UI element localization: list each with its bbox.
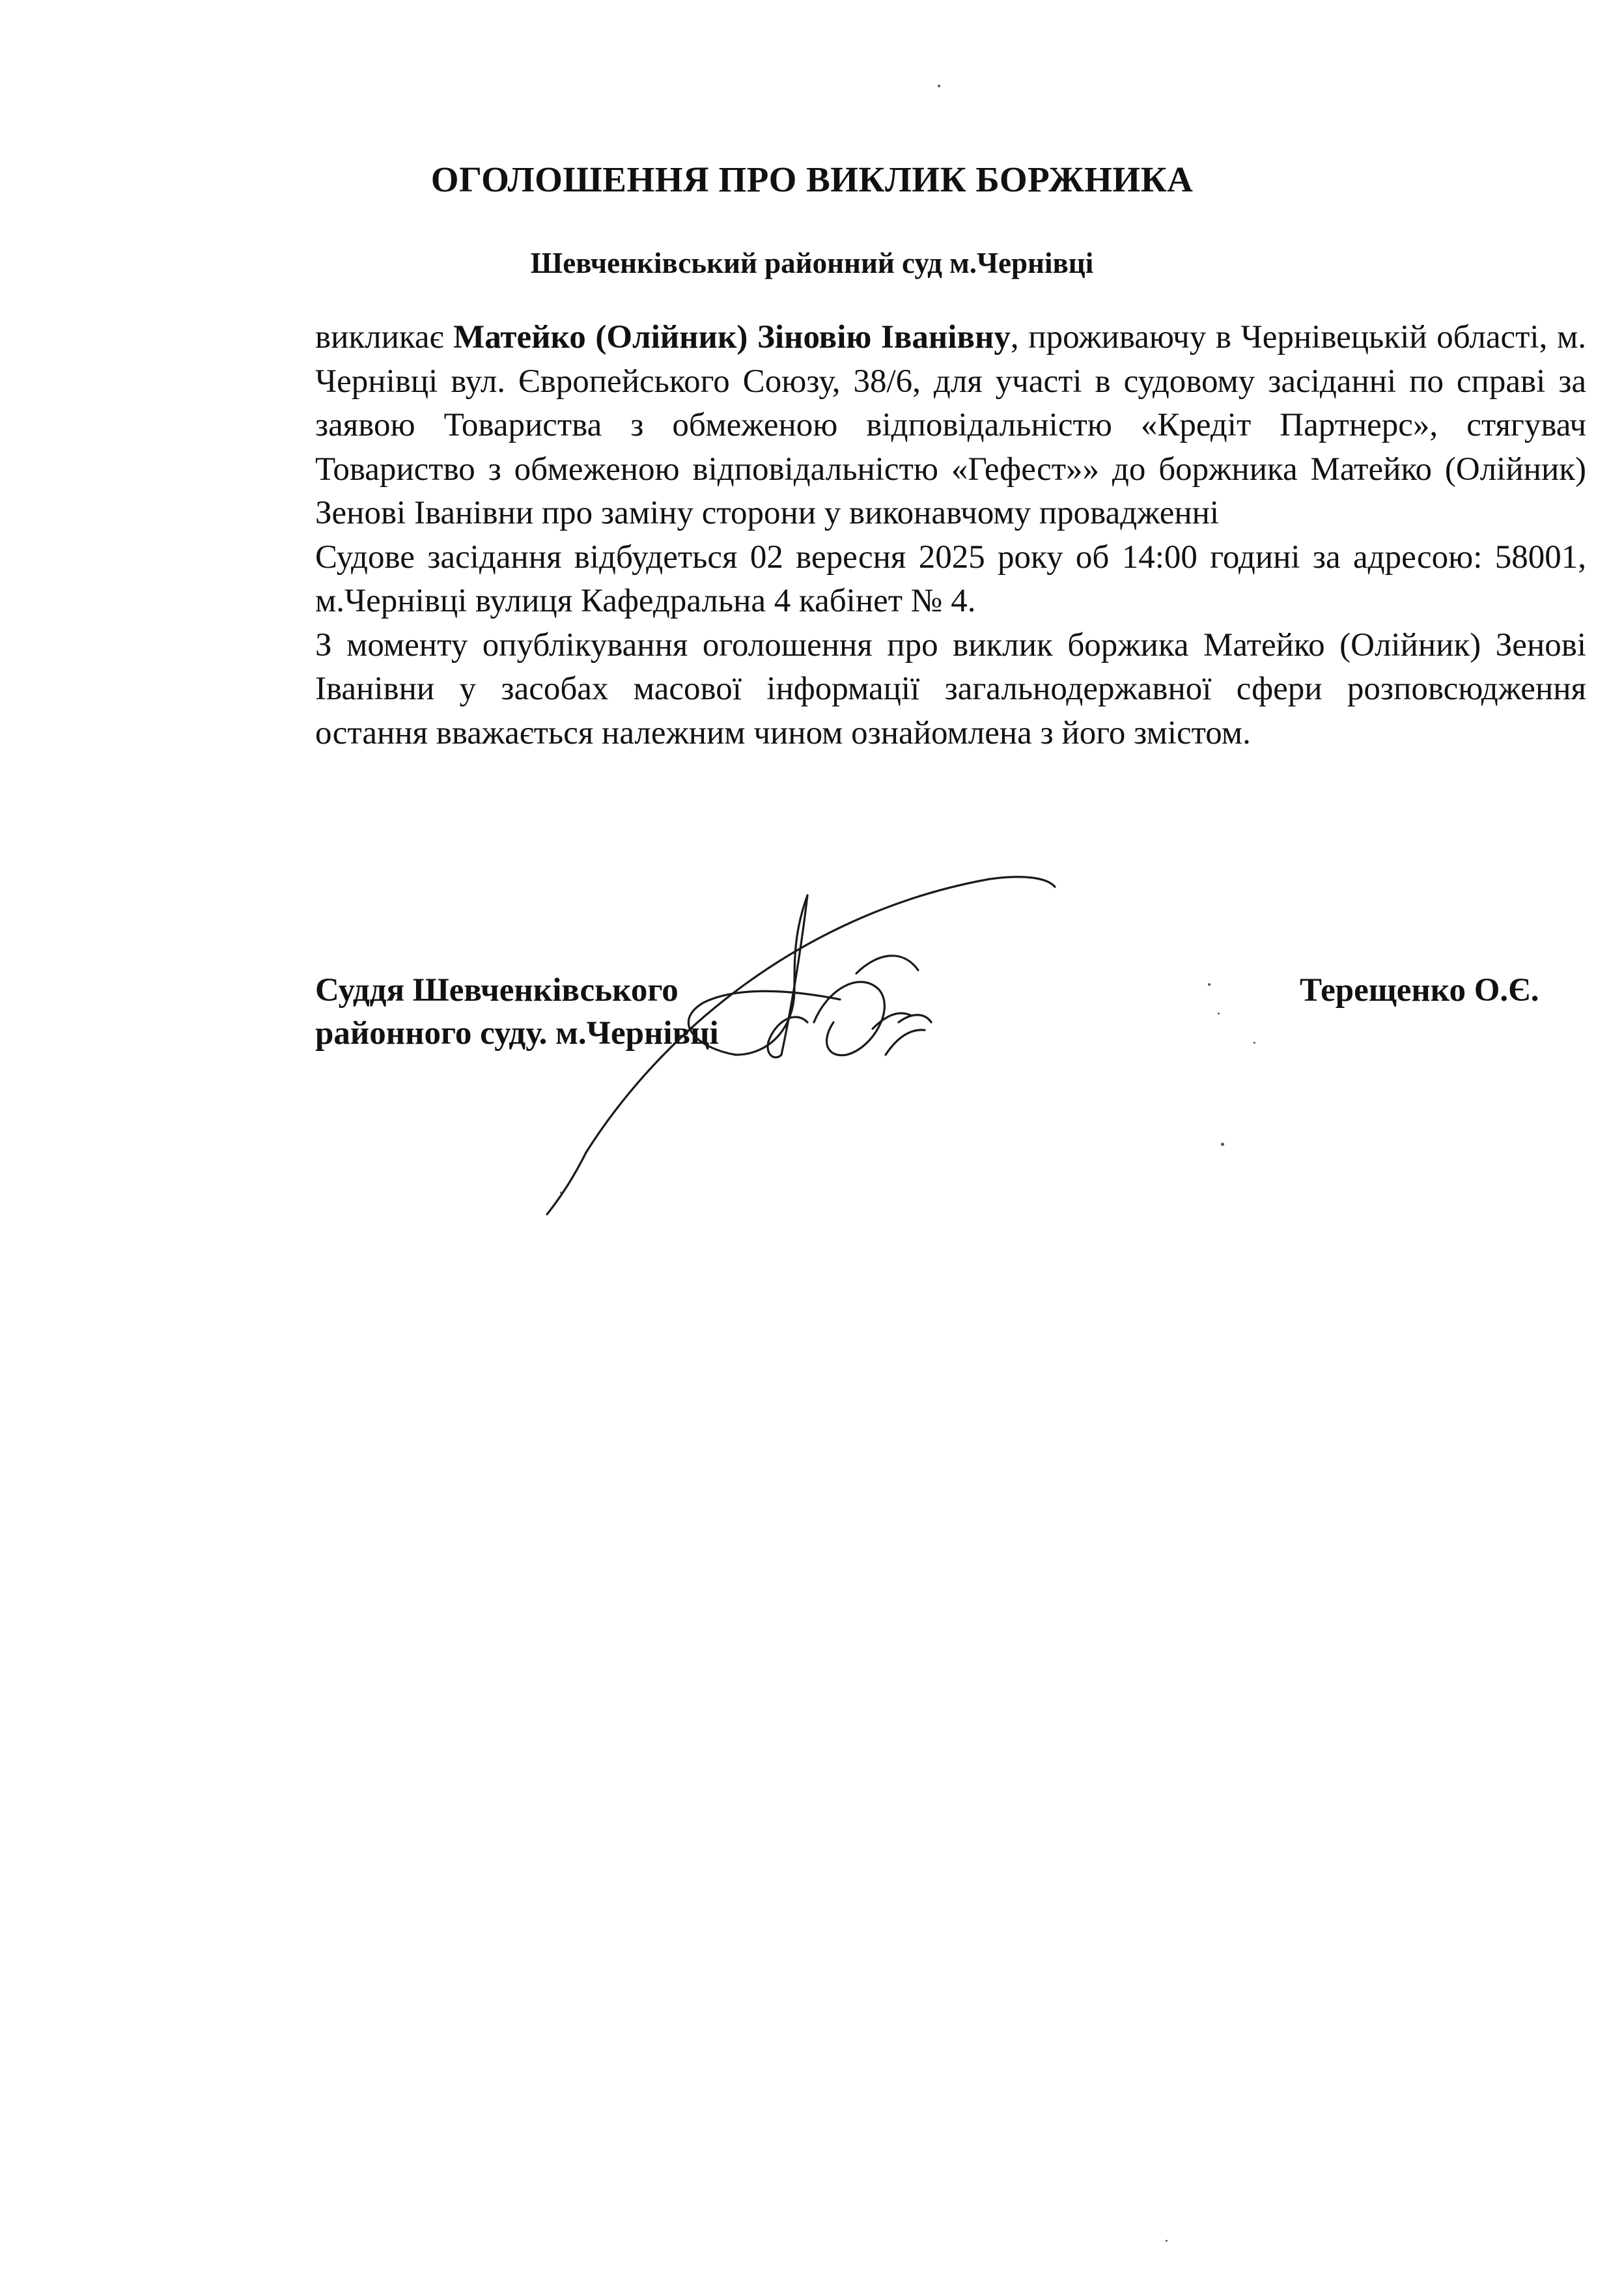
notice-paragraph: З моменту опублікування оголошення про виклик боржика Матейко (Олійник) Зенові Іванівни у засобах масової інформації загальнодержавної сфери розповсюдження остання вважається належним чином ознайомлена з його змістом. [315, 626, 1586, 751]
scan-speck [560, 1192, 562, 1194]
summons-lead: викликає [315, 319, 454, 356]
hearing-paragraph: Судове засідання відбудеться 02 вересня 2025 року об 14:00 годині за адресою: 58001, м.Чернівці вулиця Кафедральна 4 кабінет № 4. [315, 538, 1586, 619]
scan-speck [938, 85, 940, 87]
summons-paragraph [315, 316, 1586, 536]
debtor-name: Матейко (Олійник) Зіновію Іванівну [453, 319, 1011, 356]
judge-position-line2: районного суду. м.Чернівці [315, 1015, 719, 1052]
announcement-body [315, 316, 1586, 755]
scan-speck [1253, 1042, 1255, 1044]
scan-speck [1218, 1012, 1220, 1014]
scan-speck [1221, 1143, 1224, 1146]
scan-speck [1208, 983, 1211, 986]
judge-position-line1: Суддя Шевченківського [315, 972, 679, 1009]
handwritten-signature [534, 859, 1315, 1224]
document-title: ОГОЛОШЕННЯ ПРО ВИКЛИК БОРЖНИКА [430, 160, 1194, 199]
judge-name: Терещенко О.Є. [1300, 972, 1539, 1009]
summons-details: , проживаючу в Чернівецькій області, м. Чернівці вул. Європейського Союзу, 38/6, для участі в судовому засіданні по справі за заявою Товариства з обмеженою відповідальністю «Кредіт Партнерс», стягувач Товариство з обмеженою відповідальністю «Гефест»» до боржника Матейко (Олійник) Зенові Іванівни про заміну сторони у виконавчому провадженні [315, 319, 1586, 531]
scan-speck [1166, 2240, 1168, 2242]
court-name: Шевченківський районний суд м.Чернівці [530, 247, 1094, 279]
